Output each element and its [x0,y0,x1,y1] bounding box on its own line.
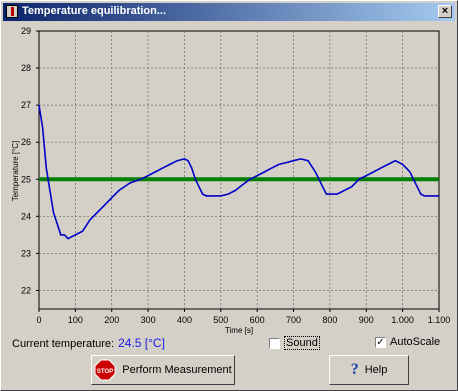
temperature-chart [1,21,457,339]
autoscale-checkbox-box[interactable] [375,337,386,348]
x-tick-label: 700 [286,315,302,325]
close-icon: × [441,5,449,17]
sound-checkbox-box[interactable] [269,338,280,349]
sound-label: Sound [286,337,318,349]
x-tick-label: 900 [358,315,374,325]
y-tick-label: 23 [20,248,31,259]
y-tick-label: 24 [20,211,31,222]
help-label: Help [364,364,388,376]
y-tick-label: 22 [20,285,31,296]
y-tick-label: 26 [20,137,31,148]
current-temperature [12,336,165,350]
current-temperature-label: Current temperature: [12,338,115,350]
stop-sign-text: STOP [97,369,114,375]
x-tick-label: 0 [36,315,42,325]
y-tick-label: 25 [20,174,31,185]
x-tick-label: 1.000 [391,315,414,325]
x-tick-label: 200 [104,315,120,325]
current-temperature-value: 24.5 [°C] [118,336,165,350]
window-title: Temperature equilibration... [22,5,167,17]
y-tick-label: 28 [20,63,31,74]
autoscale-checkbox[interactable] [375,336,440,348]
help-icon: ? [350,361,359,378]
x-axis-label: Time [s] [224,326,254,335]
perform-measurement-label: Perform Measurement [122,364,232,376]
perform-measurement-button[interactable] [91,355,235,385]
title-bar[interactable] [3,3,455,21]
help-button[interactable] [329,355,409,385]
y-axis-label: Temperature [°C] [11,140,20,202]
close-button[interactable] [438,5,452,18]
y-tick-label: 29 [20,26,31,36]
x-tick-label: 800 [322,315,338,325]
x-tick-label: 300 [140,315,156,325]
x-tick-label: 1.100 [427,315,451,325]
autoscale-label: AutoScale [390,336,441,348]
x-tick-label: 100 [67,315,83,325]
thermometer-icon [6,5,18,18]
plot-area [39,31,439,309]
sound-checkbox[interactable] [269,336,320,350]
stop-sign-icon [94,359,116,381]
x-tick-label: 500 [213,315,229,325]
x-tick-label: 600 [249,315,265,325]
y-tick-label: 27 [20,100,31,111]
x-tick-label: 400 [176,315,192,325]
checkmark-icon: ✓ [376,336,385,348]
